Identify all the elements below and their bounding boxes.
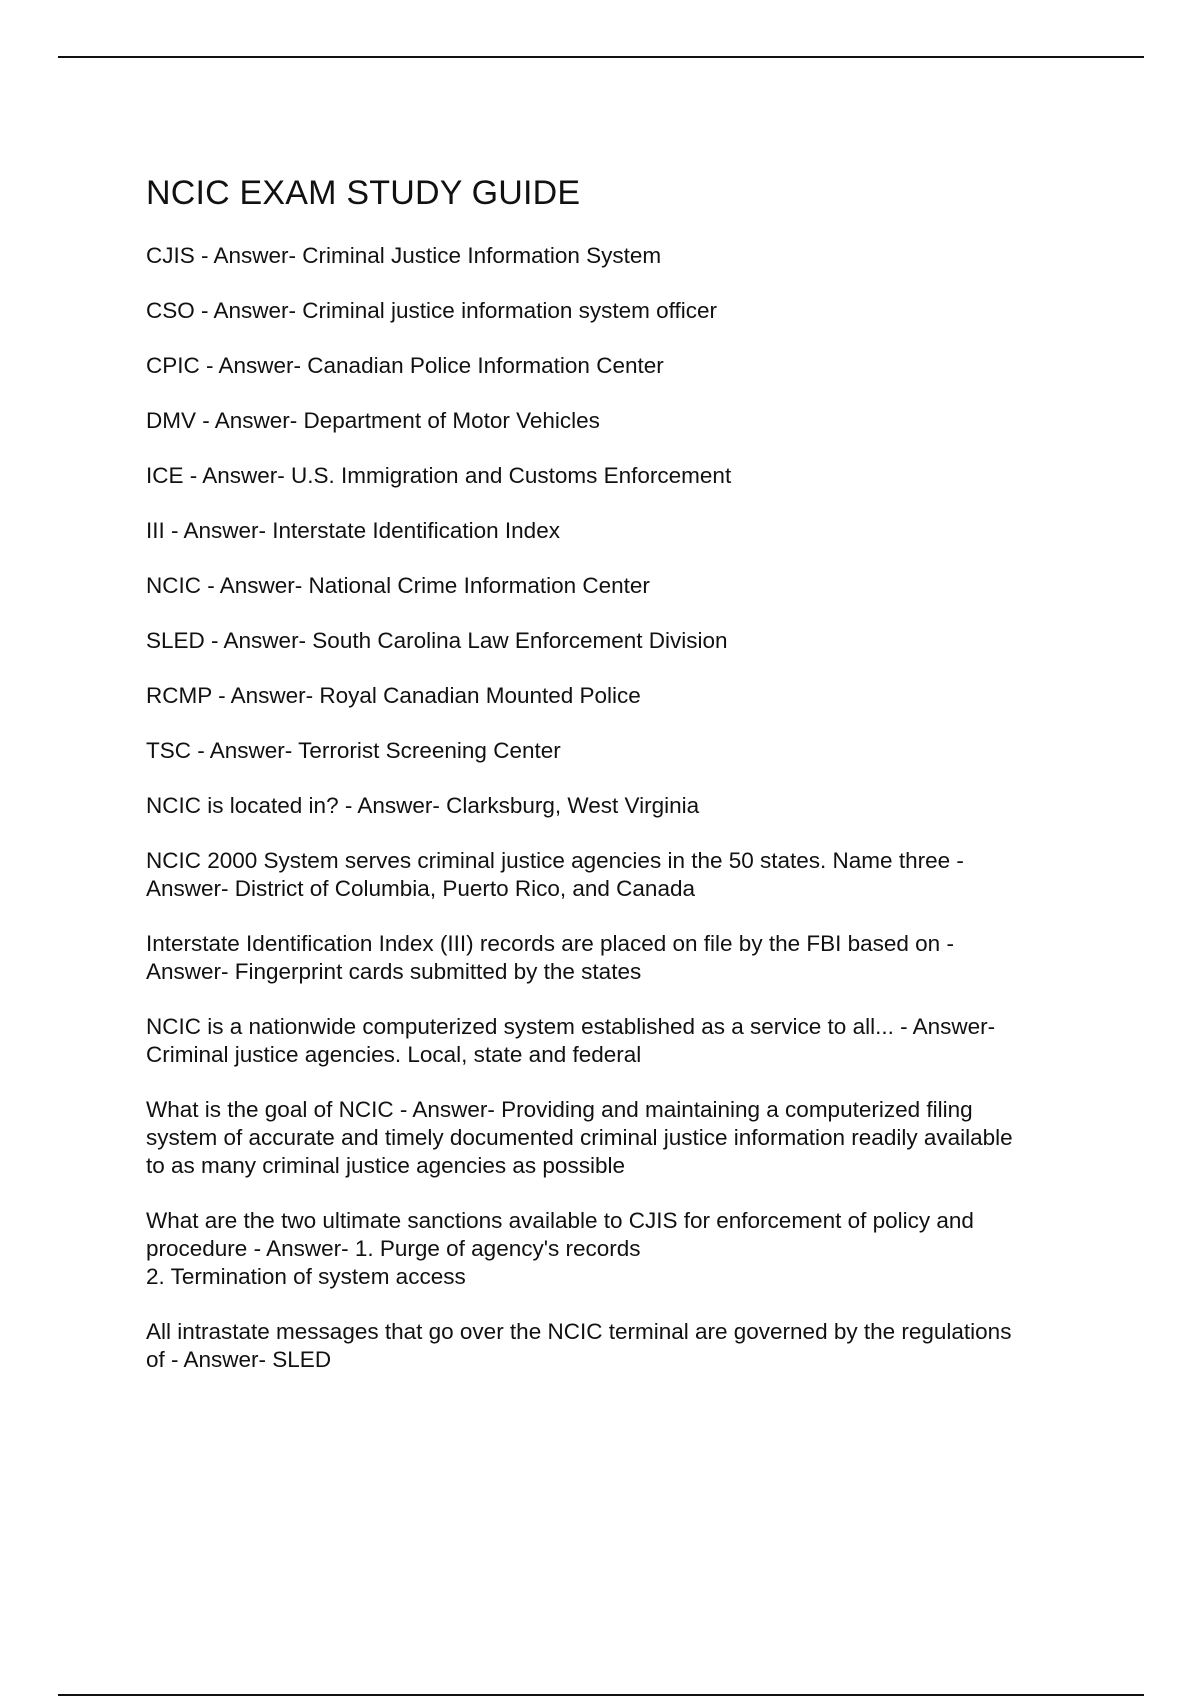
entry-item: RCMP - Answer- Royal Canadian Mounted Police — [146, 683, 641, 708]
entry-item: TSC - Answer- Terrorist Screening Center — [146, 738, 561, 763]
document-body — [146, 172, 1090, 1401]
bottom-rule — [58, 1694, 1144, 1696]
entry-item: CJIS - Answer- Criminal Justice Information System — [146, 243, 662, 268]
entry-item: DMV - Answer- Department of Motor Vehicles — [146, 408, 600, 433]
entry-item: SLED - Answer- South Carolina Law Enforcement Division — [146, 628, 728, 653]
entry-list — [146, 242, 1090, 1374]
top-rule — [58, 56, 1144, 58]
entry-item: CPIC - Answer- Canadian Police Information Center — [146, 353, 664, 378]
entry-item: NCIC 2000 System serves criminal justice agencies in the 50 states. Name three - Answer- District of Columbia, Puerto Rico, and Canada — [146, 848, 964, 901]
entry-item: NCIC is located in? - Answer- Clarksburg, West Virginia — [146, 793, 700, 818]
entry-item: What is the goal of NCIC - Answer- Providing and maintaining a computerized filing system of accurate and timely documented criminal justice information readily available to as many criminal justice agencies as possible — [146, 1097, 1013, 1178]
entry-item: NCIC - Answer- National Crime Information Center — [146, 573, 650, 598]
entry-item: III - Answer- Interstate Identification Index — [146, 518, 560, 543]
entry-item: ICE - Answer- U.S. Immigration and Customs Enforcement — [146, 463, 732, 488]
document-title: NCIC EXAM STUDY GUIDE — [146, 174, 581, 212]
entry-item: CSO - Answer- Criminal justice information system officer — [146, 298, 717, 323]
entry-item: NCIC is a nationwide computerized system established as a service to all... - Answer- Criminal justice agencies. Local, state and federal — [146, 1014, 996, 1067]
entry-item: What are the two ultimate sanctions available to CJIS for enforcement of policy and procedure - Answer- 1. Purge of agency's records 2. Termination of system access — [146, 1208, 974, 1289]
entry-item: Interstate Identification Index (III) records are placed on file by the FBI based on - Answer- Fingerprint cards submitted by the states — [146, 931, 954, 984]
entry-item: All intrastate messages that go over the NCIC terminal are governed by the regulations of - Answer- SLED — [146, 1319, 1012, 1372]
